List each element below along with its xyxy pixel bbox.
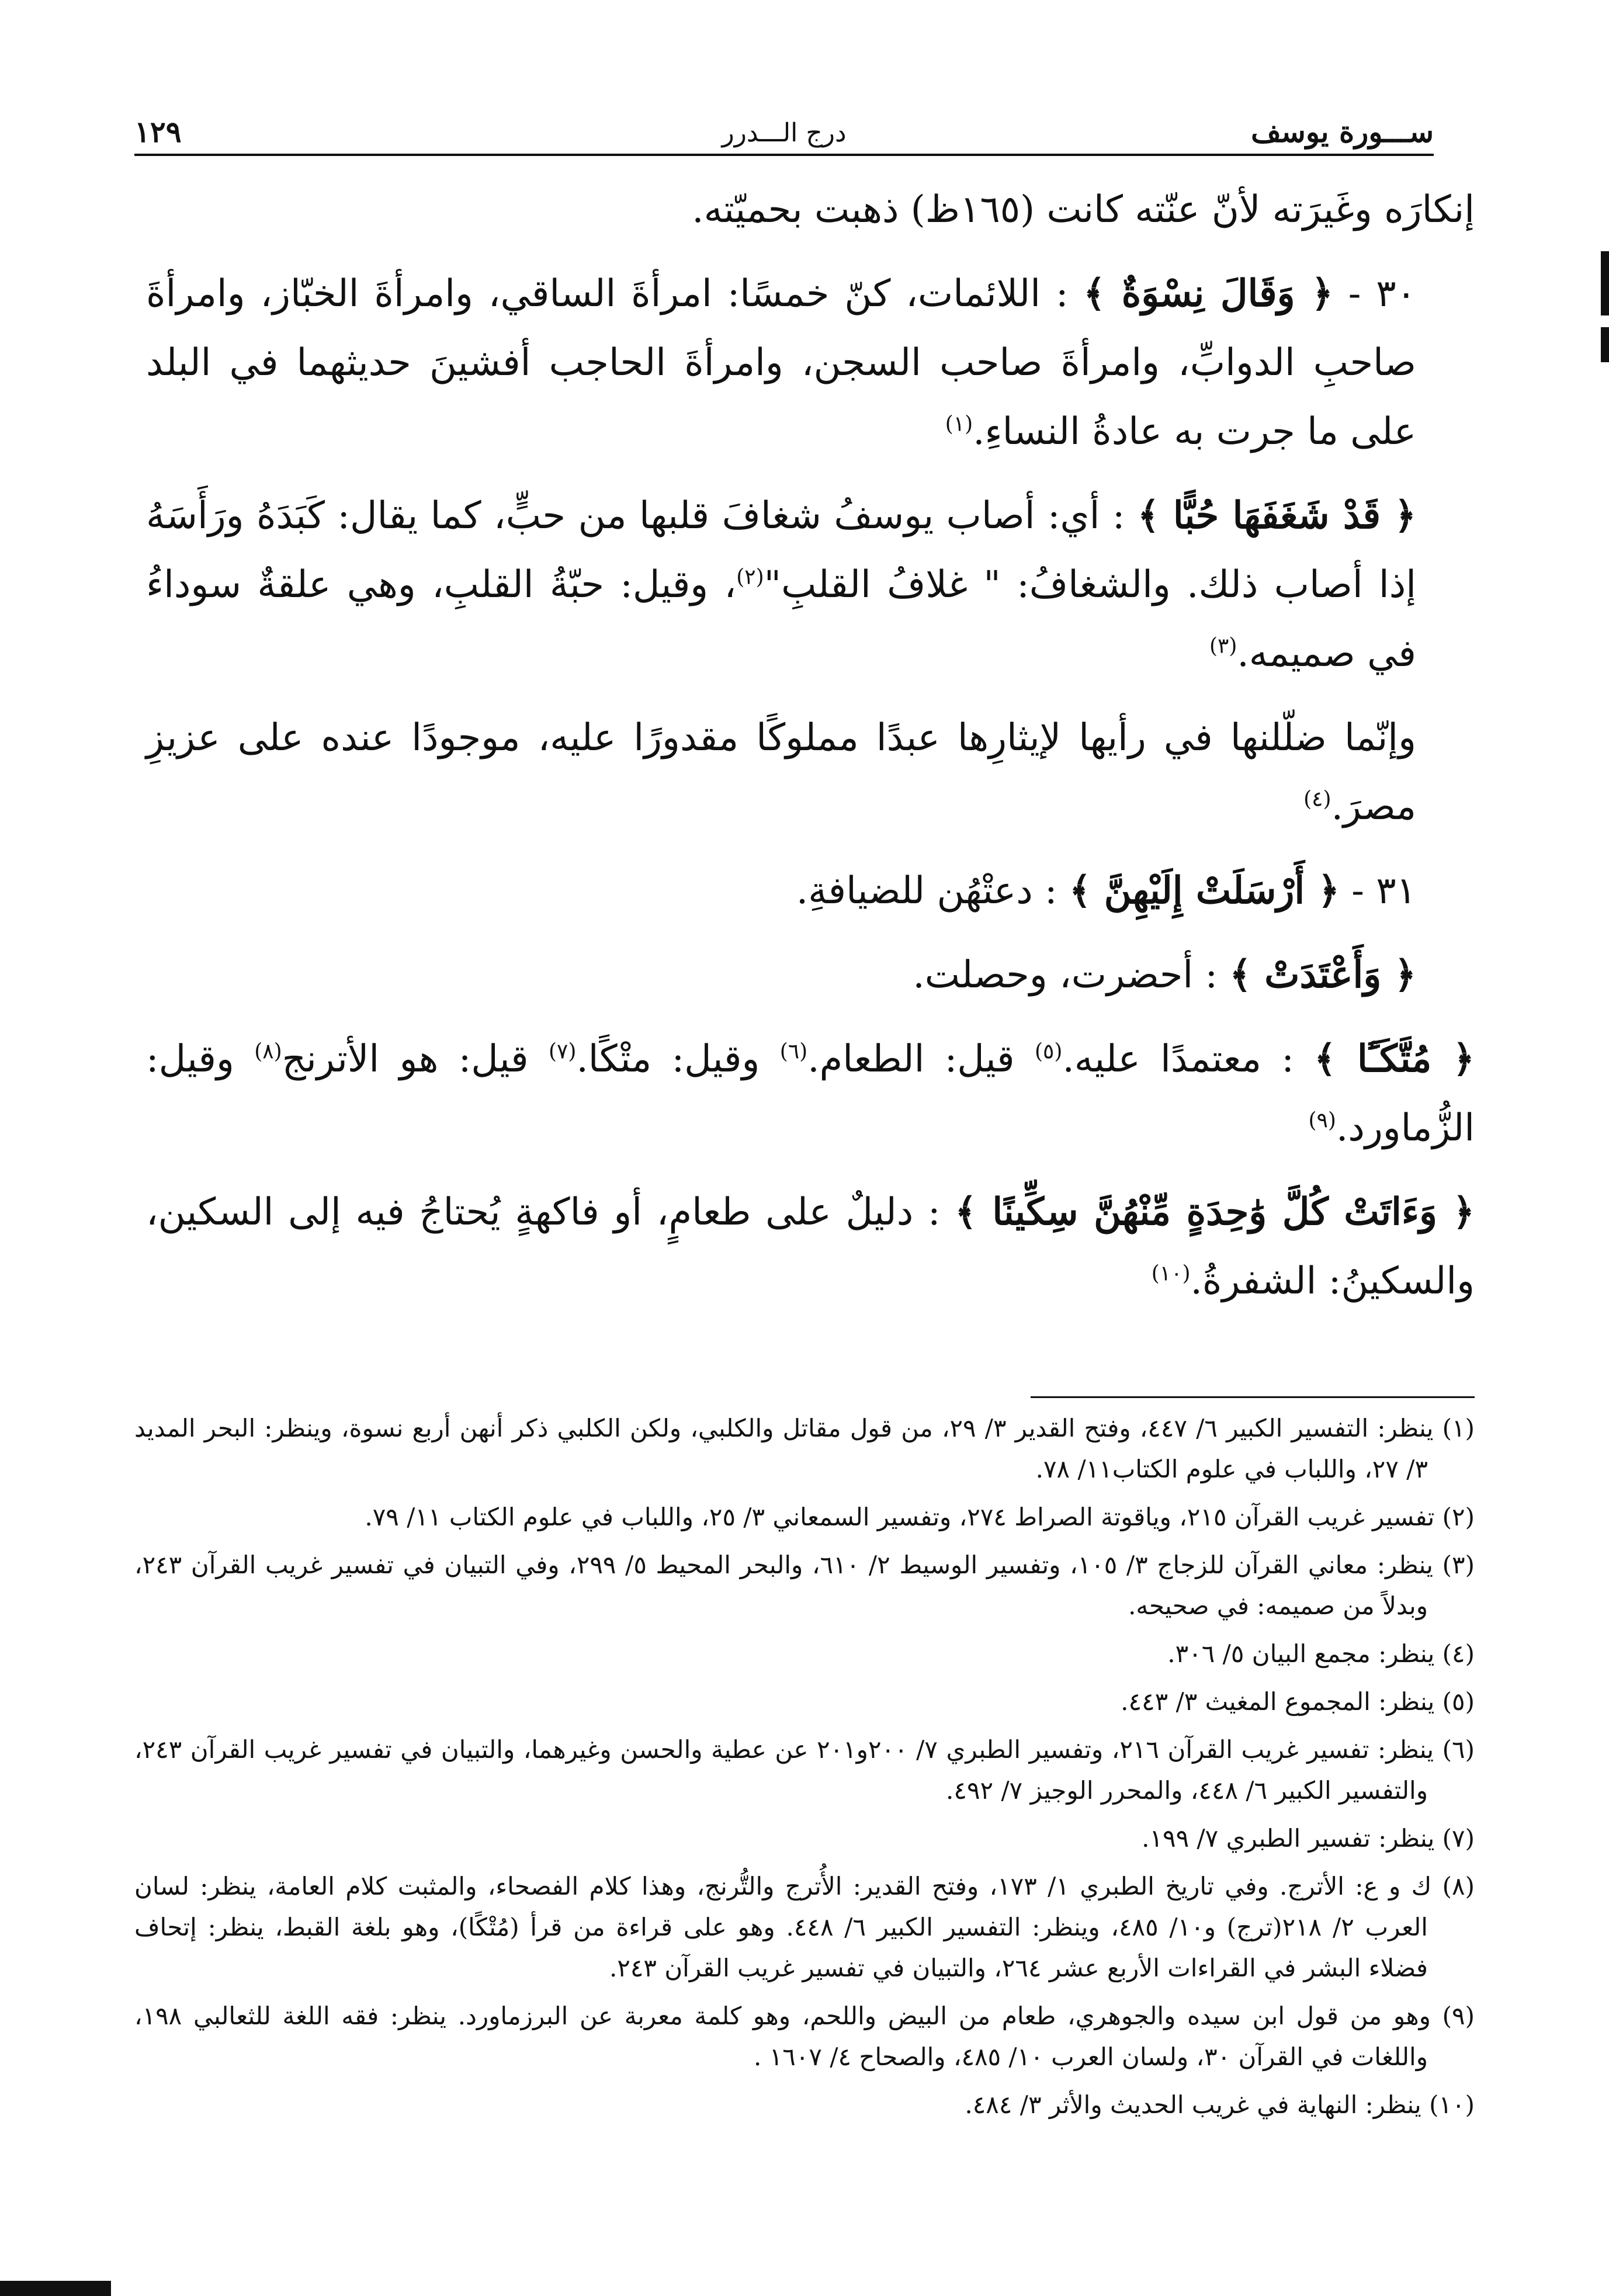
surah-title: ســـورة يوسف (1251, 115, 1434, 149)
scan-edge-mark (1601, 251, 1609, 315)
paragraph-verse-31: ٣١ - ﴿ أَرْسَلَتْ إِلَيْهِنَّ ﴾ : دعتْهُن للضيافةِ. (796, 869, 1416, 913)
footnote: (٩) وهو من قول ابن سيده والجوهري، طعام من البيض واللحم، وهو كلمة معربة عن البرزماورد. ينظر: فقه اللغة للثعالبي ١٩٨، واللغات في القرآن ٣٠، ولسان العرب ١٠/ ٤٨٥، والصحاح ٤/ ١٦٠٧ . (134, 2002, 1475, 2071)
paragraph: ﴿ وَأَعْتَدَتْ ﴾ : أحضرت، وحصلت. (913, 953, 1416, 997)
footnote-ref: (٦) (779, 1039, 808, 1064)
paragraph: وإنّما ضلّلنها في رأيها لإيثارِها عبدًا مملوكًا مقدورًا عليه، موجودًا عنده على عزيزِ مصرَ.$^{(٤)}$ (146, 716, 1416, 828)
footnote-ref: (١) (945, 412, 973, 436)
main-text (146, 175, 1475, 1331)
verse-number: ٣١ - (1339, 869, 1416, 913)
paragraph: ﴿ قَدْ شَغَفَهَا حُبًّا ﴾ : أي: أصاب يوسفُ شغافَ قلبها من حبٍّ، كما يقال: كَبَدَهُ ورَأَسَهُ إذا أصاب ذلك. والشغافُ: " غلافُ القلبِ"$^{(٢)}$، وقيل: حبّةُ القلبِ، وهي علقةٌ سوداءُ في صميمه.$^{(٣)}$ (146, 494, 1417, 675)
footnote-ref: (٨) (254, 1039, 282, 1064)
footnote-ref: (١٠) (1151, 1261, 1191, 1286)
footnote: (٥) ينظر: المجموع المغيث ٣/ ٤٤٣. (1121, 1687, 1475, 1716)
book-title: درج الـــدرر (722, 118, 847, 148)
footnote-ref: (٣) (1209, 634, 1237, 658)
quran-quote: ﴿ وَأَعْتَدَتْ ﴾ (1229, 953, 1416, 997)
footnote-ref: (٧) (549, 1039, 577, 1064)
footnote: (٤) ينظر: مجمع البيان ٥/ ٣٠٦. (1167, 1639, 1475, 1668)
footnote: (٨) ك و ع: الأترج. وفي تاريخ الطبري ١/ ١٧٣، وفتح القدير: الأُترج والتُّرنج، وهذا كلام الفصحاء، والمثبت كلام العامة، ينظر: لسان العرب ٢/ ٢١٨(ترج) و١٠/ ٤٨٥، وينظر: التفسير الكبير ٦/ ٤٤٨. وهو على قراءة من قرأ (مُتْكًا)، وهو بلغة القبط، ينظر: إتحاف فضلاء البشر في القراءات الأربع عشر ٢٦٤، والتبيان في تفسير غريب القرآن ٢٤٣. (134, 1872, 1475, 1982)
quran-quote: ﴿ وَقَالَ نِسْوَةٌ ﴾ (1083, 272, 1333, 315)
paragraph: ﴿ مُتَّكَـًٔا ﴾ : معتمدًا عليه.$^{(٥)}$ قيل: الطعام.$^{(٦)}$ وقيل: متْكًا.$^{(٧)}$ قيل: هو الأترنج$^{(٨)}$ وقيل: الزُّماورد.$^{(٩)}$ (146, 1037, 1475, 1150)
quran-quote: ﴿ أَرْسَلَتْ إِلَيْهِنَّ ﴾ (1069, 869, 1340, 913)
paragraph: ﴿ وَءَاتَتْ كُلَّ وَٰحِدَةٍ مِّنْهُنَّ سِكِّينًا ﴾ : دليلٌ على طعامٍ، أو فاكهةٍ يُحتاجُ فيه إلى السكين، والسكينُ: الشفرةُ.$^{(١٠)}$ (146, 1190, 1475, 1303)
footnote-ref: (٩) (1308, 1108, 1336, 1133)
footnote: (٧) ينظر: تفسير الطبري ٧/ ١٩٩. (1142, 1824, 1475, 1853)
footnote-divider (1031, 1396, 1475, 1398)
footnote: (٢) تفسير غريب القرآن ٢١٥، وياقوتة الصراط ٢٧٤، وتفسير السمعاني ٣/ ٢٥، واللباب في علوم الكتاب ١١/ ٧٩. (365, 1503, 1475, 1531)
footnote-ref: (٢) (736, 565, 764, 589)
footnote: (١٠) ينظر: النهاية في غريب الحديث والأثر ٣/ ٤٨٤. (965, 2090, 1475, 2119)
footnotes (134, 1408, 1475, 2132)
footnote: (٣) ينظر: معاني القرآن للزجاج ٣/ ١٠٥، وتفسير الوسيط ٢/ ٦١٠، والبحر المحيط ٥/ ٢٩٩، وفي التبيان في تفسير غريب القرآن ٢٤٣، وبدلاً من صميمه: في صحيحه. (134, 1551, 1475, 1620)
quran-quote: ﴿ قَدْ شَغَفَهَا حُبًّا ﴾ (1137, 494, 1417, 537)
footnote: (٦) ينظر: تفسير غريب القرآن ٢١٦، وتفسير الطبري ٧/ ٢٠٠و٢٠١ عن عطية والحسن وغيرهما، والتبيان في تفسير غريب القرآن ٢٤٣، والتفسير الكبير ٦/ ٤٤٨، والمحرر الوجيز ٧/ ٤٩٢. (134, 1735, 1475, 1805)
scan-edge-mark (1601, 327, 1609, 362)
footnote-ref: (٥) (1035, 1039, 1063, 1064)
running-header (134, 102, 1434, 156)
scan-edge-mark (0, 2281, 111, 2296)
quran-quote: ﴿ وَءَاتَتْ كُلَّ وَٰحِدَةٍ مِّنْهُنَّ سِكِّينًا ﴾ (955, 1190, 1475, 1234)
footnote-ref: (٤) (1303, 787, 1331, 811)
paragraph: إنكارَه وغَيرَته لأنّ عنّته كانت (١٦٥ظ) ذهبت بحميّته. (692, 188, 1475, 231)
verse-number: ٣٠ - (1333, 272, 1417, 315)
footnote: (١) ينظر: التفسير الكبير ٦/ ٤٤٧، وفتح القدير ٣/ ٢٩، من قول مقاتل والكلبي، ولكن الكلبي ذكر أنهن أربع نسوة، وينظر: البحر المديد ٣/ ٢٧، واللباب في علوم الكتاب١١/ ٧٨. (134, 1414, 1475, 1483)
quran-quote: ﴿ مُتَّكَـًٔا ﴾ (1314, 1037, 1475, 1081)
paragraph-verse-30: ٣٠ - ﴿ وَقَالَ نِسْوَةٌ ﴾ : اللائمات، كنّ خمسًا: امرأةَ الساقي، وامرأةَ الخبّاز، وامرأةَ صاحبِ الدوابِّ، وامرأةَ صاحب السجن، وامرأةَ الحاجب أفشينَ حديثهما في البلد على ما جرت به عادةُ النساءِ.$^{(١)}$ (146, 272, 1417, 453)
page-number: ١٢٩ (134, 115, 182, 149)
